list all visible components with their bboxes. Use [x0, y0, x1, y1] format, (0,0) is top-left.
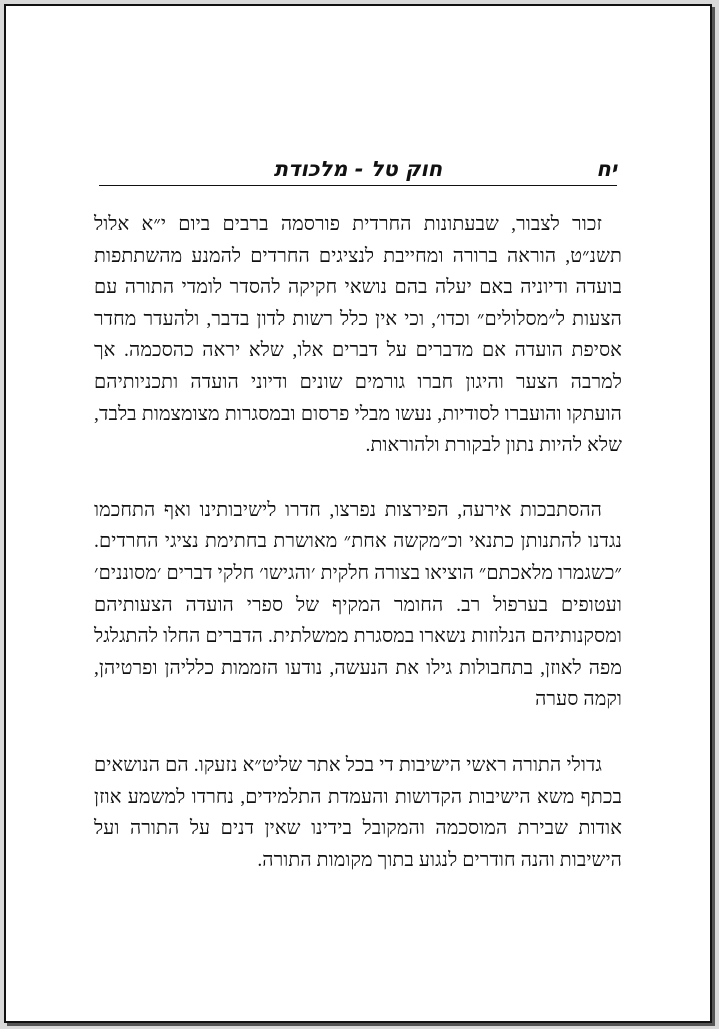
- page-header: [99, 157, 617, 186]
- paragraph: ההסתבכות אירעה, הפירצות נפרצו, חדרו לישיבותינו ואף התחכמו נגדנו להתנותן כתנאי וכ״מקשה אחת״ מאושרת בחתימת נציגי החרדים. ״כשגמרו מלאכתם״ הוציאו בצורה חלקית ׳והגישו׳ חלקי דברים ׳מסוננים׳ ועטופים בערפול רב. החומר המקיף של ספרי הועדה הצעותיהם ומסקנותיהם הנלוזות נשארו במסגרת ממשלתית. הדברים החלו להתגלגל מפה לאוזן, בתחבולות גילו את הנעשה, נודעו הזממות כלליהן ופרטיהן, וקמה סערה: [94, 499, 622, 711]
- document-page: [4, 4, 712, 1023]
- paragraph: גדולי התורה ראשי הישיבות די בכל אתר שליט״א נזעקו. הם הנושאים בכתף משא הישיבות הקדושות והעמדת התלמידים, נחרדו למשמע אוזן אודות שבירת המוסכמה והמקובל בידינו שאין דנים על התורה ועל הישיבות והנה חודרים לנגוע בתוך מקומות התורה.: [94, 754, 622, 871]
- page-number: יח: [596, 157, 617, 181]
- body-text: [94, 209, 622, 876]
- paragraph: זכור לצבור, שבעתונות החרדית פורסמה ברבים ביום י״א אלול תשנ״ט, הוראה ברורה ומחייבת לנציגים החרדים להמנע מהשתתפות בועדה ודיוניה באם יעלה בהם נושאי חקיקה להסדר לומדי התורה עם הצעות ל״מסלולים״ וכדו׳, וכי אין כלל רשות לדון בדבר, ולהעדר מחדר אסיפת הועדה אם מדברים על דברים אלו, שלא יראה כהסכמה. אך למרבה הצער והיגון חברו גורמים שונים ודיוני הועדה ותכניותיהם הועתקו והועברו לסודיות, נעשו מבלי פרסום ובמסגרות מצומצמות בלבד, שלא להיות נתון לבקורת ולהוראות.: [94, 214, 622, 457]
- running-title: חוק טל - מלכודת: [273, 157, 443, 181]
